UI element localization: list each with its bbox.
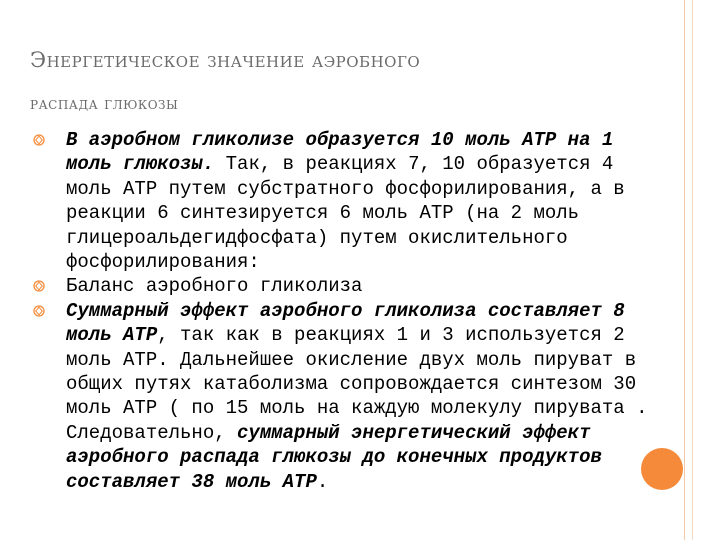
list-item <box>30 299 660 494</box>
title-line-1: Энергетическое значение аэробного <box>30 48 421 72</box>
bullet-text: Баланс аэробного гликолиза <box>66 275 363 298</box>
conclusion-end: . <box>316 470 329 493</box>
conclusion-emphasis: суммарный энергетический эффект аэробного распада глюкозы до конечных продуктов составляет 38 моль АТР <box>66 421 602 493</box>
bullet-emphasis: В аэробном гликолизе образуется 10 моль АТР на 1 моль глюкозы. <box>66 129 614 176</box>
bullet-list <box>30 128 660 494</box>
bullet-icon <box>33 305 45 317</box>
conclusion-lead: Следовательно, <box>66 421 238 444</box>
decorative-rule <box>684 0 685 540</box>
bullet-text: , так как в реакциях 1 и 3 используется 2 моль АТР. Дальнейшее окисление двух моль пируват в общих путях катаболизма сопровождается синтезом 30 моль АТР ( по 15 моль на каждую молекулу пирувата . <box>66 324 648 420</box>
decorative-rule-inner <box>692 0 693 540</box>
list-item <box>30 128 660 274</box>
conclusion-paragraph <box>66 421 660 494</box>
bullet-text: Так, в реакциях 7, 10 образуется 4 моль АТР путем субстратного фосфорилирования, а в реакции 6 синтезируется 6 моль АТР (на 2 моль глицероальдегидфосфата) путем окислительного фосфорилирования: <box>66 153 625 274</box>
bullet-icon <box>33 280 45 292</box>
list-item <box>30 274 660 298</box>
bullet-emphasis: Суммарный эффект аэробного гликолиза составляет 8 моль АТР <box>66 299 625 347</box>
bullet-icon <box>33 134 45 146</box>
title-line-2: распада глюкозы <box>30 94 179 114</box>
accent-circle <box>641 448 683 490</box>
slide-title <box>30 38 670 126</box>
